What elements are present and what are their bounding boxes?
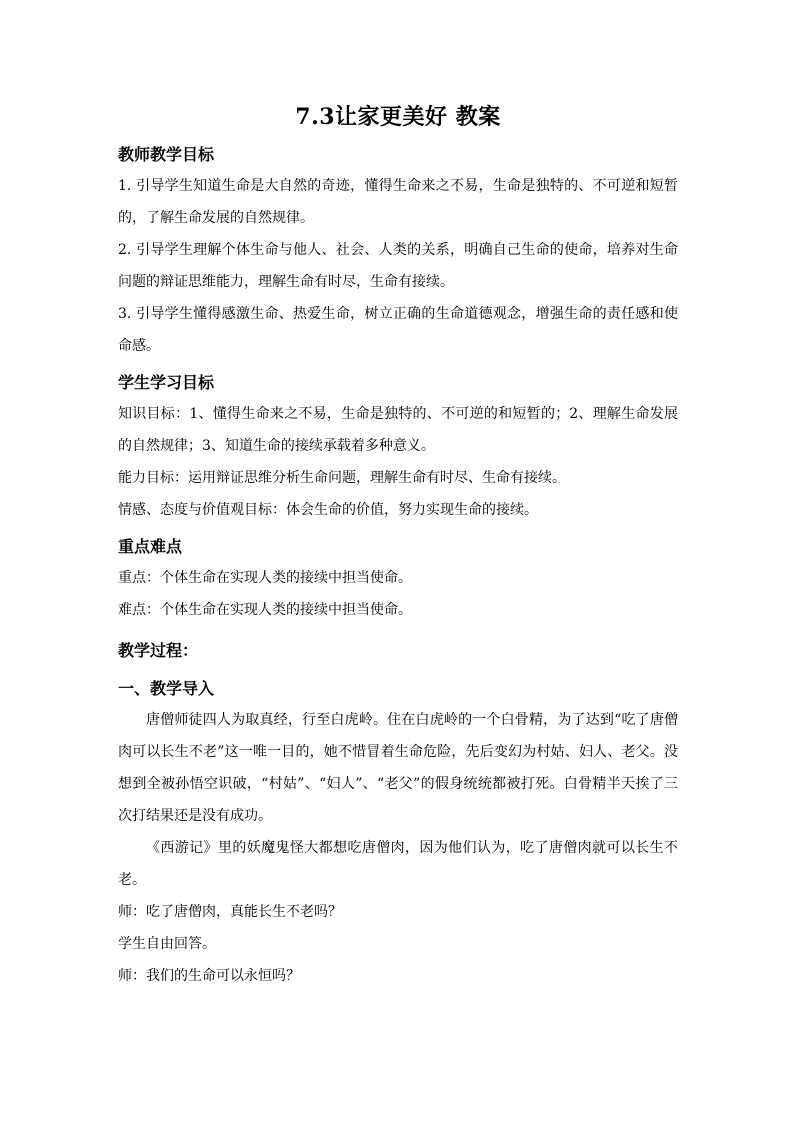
student-goal-ability: 能力目标：运用辩证思维分析生命问题，理解生命有时尽、生命有接续。	[118, 470, 566, 486]
key-points-heading: 重点难点	[118, 537, 183, 556]
dialogue-line-1: 师：吃了唐僧肉，真能长生不老吗？	[118, 904, 342, 920]
xiyouji-paragraph: 《西游记》里的妖魔鬼怪大都想吃唐僧肉，因为他们认为，吃了唐僧肉就可以长生不老。	[118, 840, 678, 888]
intro-heading: 一、教学导入	[118, 679, 215, 698]
dialogue-line-3: 师：我们的生命可以永恒吗？	[118, 968, 300, 984]
student-goal-knowledge: 知识目标：1、懂得生命来之不易，生命是独特的、不可逆的和短暂的；2、理解生命发展的自然规律；3、知道生命的接续承载着多种意义。	[118, 406, 678, 454]
teacher-goal-item-2: 2. 引导学生理解个体生命与他人、社会、人类的关系，明确自己生命的使命，培养对生命问题的辩证思维能力，理解生命有时尽，生命有接续。	[118, 242, 678, 290]
teacher-goal-item-1: 1. 引导学生知道生命是大自然的奇迹，懂得生命来之不易，生命是独特的、不可逆和短暂的，了解生命发展的自然规律。	[118, 178, 678, 226]
key-point: 重点：个体生命在实现人类的接续中担当使命。	[118, 570, 412, 586]
student-goals-heading: 学生学习目标	[118, 373, 215, 392]
dialogue-line-2: 学生自由回答。	[118, 936, 216, 952]
story-paragraph: 唐僧师徒四人为取真经，行至白虎岭。住在白虎岭的一个白骨精，为了达到“吃了唐僧肉可以长生不老”这一唯一目的，她不惜冒着生命危险，先后变幻为村姑、妇人、老父。没想到全被孙悟空识破，“村姑”、“妇人”、“老父”的假身统统都被打死。白骨精半天挨了三次打结果还是没有成功。	[118, 712, 678, 824]
teacher-goal-item-3: 3. 引导学生懂得感激生命、热爱生命，树立正确的生命道德观念，增强生命的责任感和使命感。	[118, 306, 678, 354]
teacher-goals-heading: 教师教学目标	[118, 145, 215, 164]
teaching-process-heading: 教学过程：	[118, 641, 199, 660]
page-title: 7.3让家更美好 教案	[295, 104, 501, 130]
difficult-point: 难点：个体生命在实现人类的接续中担当使命。	[118, 602, 412, 618]
student-goal-attitude: 情感、态度与价值观目标：体会生命的价值，努力实现生命的接续。	[118, 502, 538, 518]
